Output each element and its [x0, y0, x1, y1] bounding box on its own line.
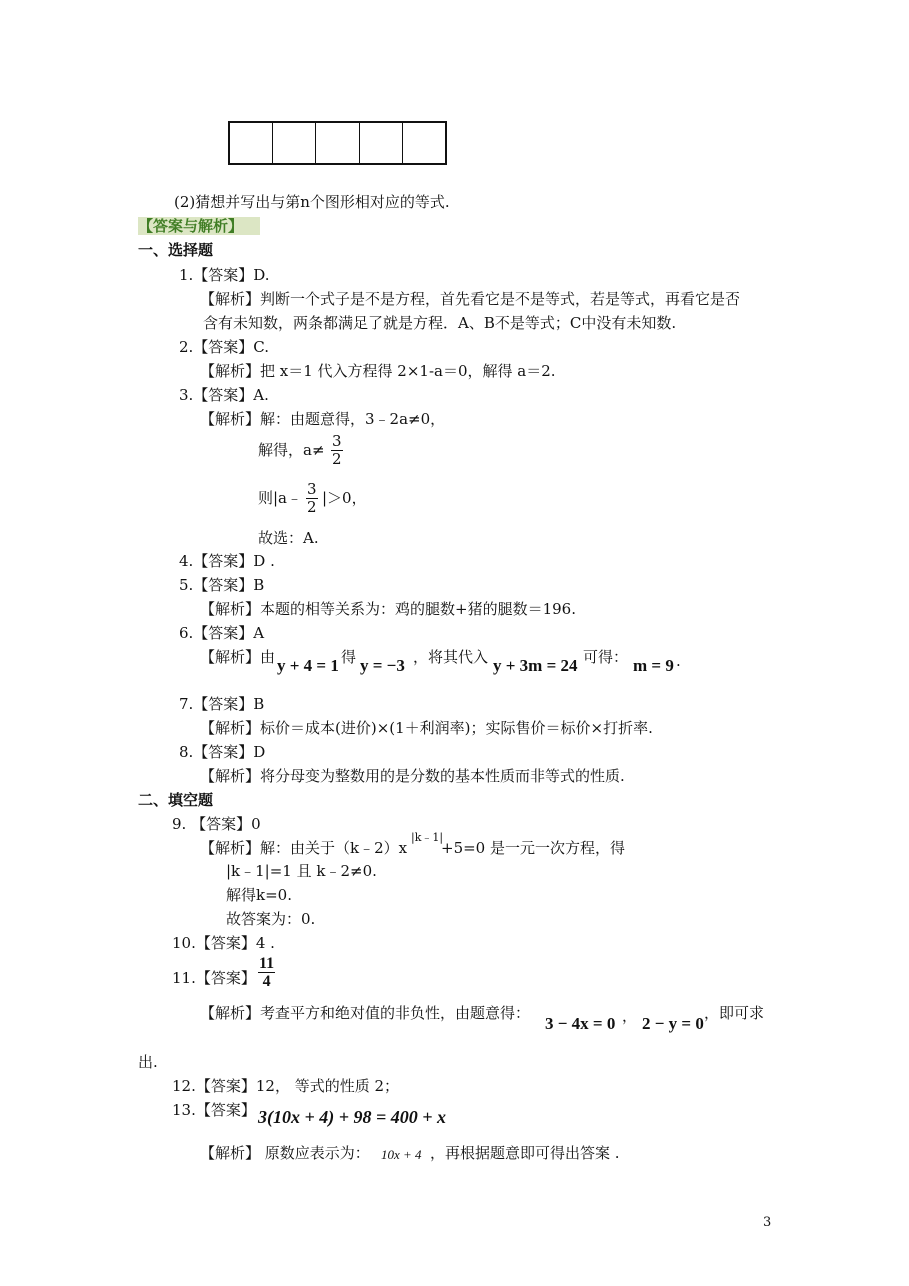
section-heading-fill: 二、填空题	[138, 791, 214, 809]
question-2-prompt: (2)猜想并写出与第n个图形相对应的等式.	[174, 193, 450, 211]
item-8-answer: 8.【答案】D	[179, 743, 266, 761]
item-6-equation-2: y = −3	[360, 656, 405, 675]
fraction-numerator: 11	[259, 955, 275, 972]
item-9-answer: 9. 【答案】0	[172, 815, 261, 833]
figure-cell	[316, 123, 359, 163]
item-5-explanation: 【解析】本题的相等关系为：鸡的腿数+猪的腿数＝196.	[200, 600, 576, 618]
page-number: 3	[763, 1215, 772, 1230]
fraction-denominator: 2	[307, 498, 317, 516]
item-11-equation-1: 3 − 4x = 0	[545, 1014, 616, 1033]
figure-cell	[230, 123, 273, 163]
item-6-explanation-a: 【解析】由	[200, 648, 276, 666]
item-6-equation-3: y + 3m = 24	[493, 656, 578, 675]
five-cell-figure	[228, 121, 447, 165]
fraction-three-halves	[331, 433, 343, 468]
item-6-explanation-e: .	[676, 652, 681, 670]
item-3-line-2a: 则|a﹣	[258, 489, 302, 507]
item-9-line-1: |k﹣1|=1 且 k﹣2≠0.	[226, 862, 377, 880]
item-9-line-2: 解得k=0.	[226, 886, 292, 904]
item-3-line-1: 解得，a≠	[258, 441, 325, 459]
item-11-fraction	[258, 955, 275, 990]
figure-cell	[360, 123, 403, 163]
fraction-numerator: 3	[307, 480, 317, 498]
item-11-equation-2: 2 − y = 0	[642, 1014, 704, 1033]
item-1-explanation: 【解析】判断一个式子是不是方程，首先看它是不是等式，若是等式，再看它是否	[200, 290, 741, 308]
item-1-answer: 1.【答案】D.	[179, 266, 270, 284]
item-8-explanation: 【解析】将分母变为整数用的是分数的基本性质而非等式的性质.	[200, 767, 625, 785]
item-11-explanation-c: 出.	[138, 1053, 158, 1071]
fraction-three-halves	[306, 481, 318, 516]
item-2-answer: 2.【答案】C.	[179, 338, 270, 356]
figure-cell	[273, 123, 316, 163]
item-3-answer: 3.【答案】A.	[179, 386, 269, 404]
item-6-explanation-b: 得	[341, 648, 357, 666]
item-3-line-3: 故选：A.	[258, 529, 319, 547]
item-6-explanation-d: 可得：	[583, 648, 629, 666]
item-6-equation-1: y + 4 = 1	[277, 656, 339, 675]
item-10-answer: 10.【答案】4 .	[172, 934, 275, 952]
item-13-explanation-b: ，再根据题意即可得出答案 .	[430, 1144, 620, 1162]
item-11-answer: 11.【答案】	[172, 969, 256, 987]
item-6-answer: 6.【答案】A	[179, 624, 265, 642]
item-9-explanation-b: +5=0 是一元一次方程，得	[441, 839, 625, 857]
fraction-denominator: 4	[262, 973, 271, 990]
item-7-explanation: 【解析】标价＝成本(进价)×(1＋利润率)；实际售价＝标价×打折率.	[200, 719, 653, 737]
section-heading-choice: 一、选择题	[138, 241, 214, 259]
fraction-denominator: 2	[332, 450, 342, 468]
item-11-separator: ，	[622, 1007, 638, 1025]
item-12-answer: 12.【答案】12， 等式的性质 2；	[172, 1077, 400, 1095]
fraction-numerator: 3	[332, 432, 342, 450]
item-3-line-2b: |＞0，	[322, 489, 367, 507]
item-13-expression: 10x + 4	[381, 1147, 422, 1162]
item-4-answer: 4.【答案】D .	[179, 552, 275, 570]
item-3-explanation: 【解析】解：由题意得，3﹣2a≠0，	[200, 410, 446, 428]
figure-cell	[403, 123, 445, 163]
answer-section-banner: 【答案与解析】	[138, 217, 260, 235]
item-9-explanation-a: 【解析】解：由关于（k﹣2）x	[200, 839, 408, 857]
item-2-explanation: 【解析】把 x＝1 代入方程得 2×1-a＝0，解得 a＝2.	[200, 362, 556, 380]
item-7-answer: 7.【答案】B	[179, 695, 265, 713]
item-11-explanation-b: ，即可求	[704, 1004, 765, 1022]
item-5-answer: 5.【答案】B	[179, 576, 265, 594]
item-11-explanation-a: 【解析】考查平方和绝对值的非负性，由题意得：	[200, 1004, 531, 1022]
item-6-equation-4: m = 9	[633, 656, 674, 675]
item-9-line-3: 故答案为：0.	[226, 910, 316, 928]
item-9-superscript: |k﹣1|	[411, 831, 444, 844]
item-13-explanation-a: 【解析】 原数应表示为：	[200, 1144, 370, 1162]
item-13-answer: 13.【答案】	[172, 1101, 256, 1119]
item-13-equation: 3(10x + 4) + 98 = 400 + x	[258, 1107, 447, 1127]
item-1-explanation-cont: 含有未知数，两条都满足了就是方程．A、B不是等式；C中没有未知数.	[203, 314, 677, 332]
item-6-explanation-c: ，将其代入	[413, 648, 489, 666]
